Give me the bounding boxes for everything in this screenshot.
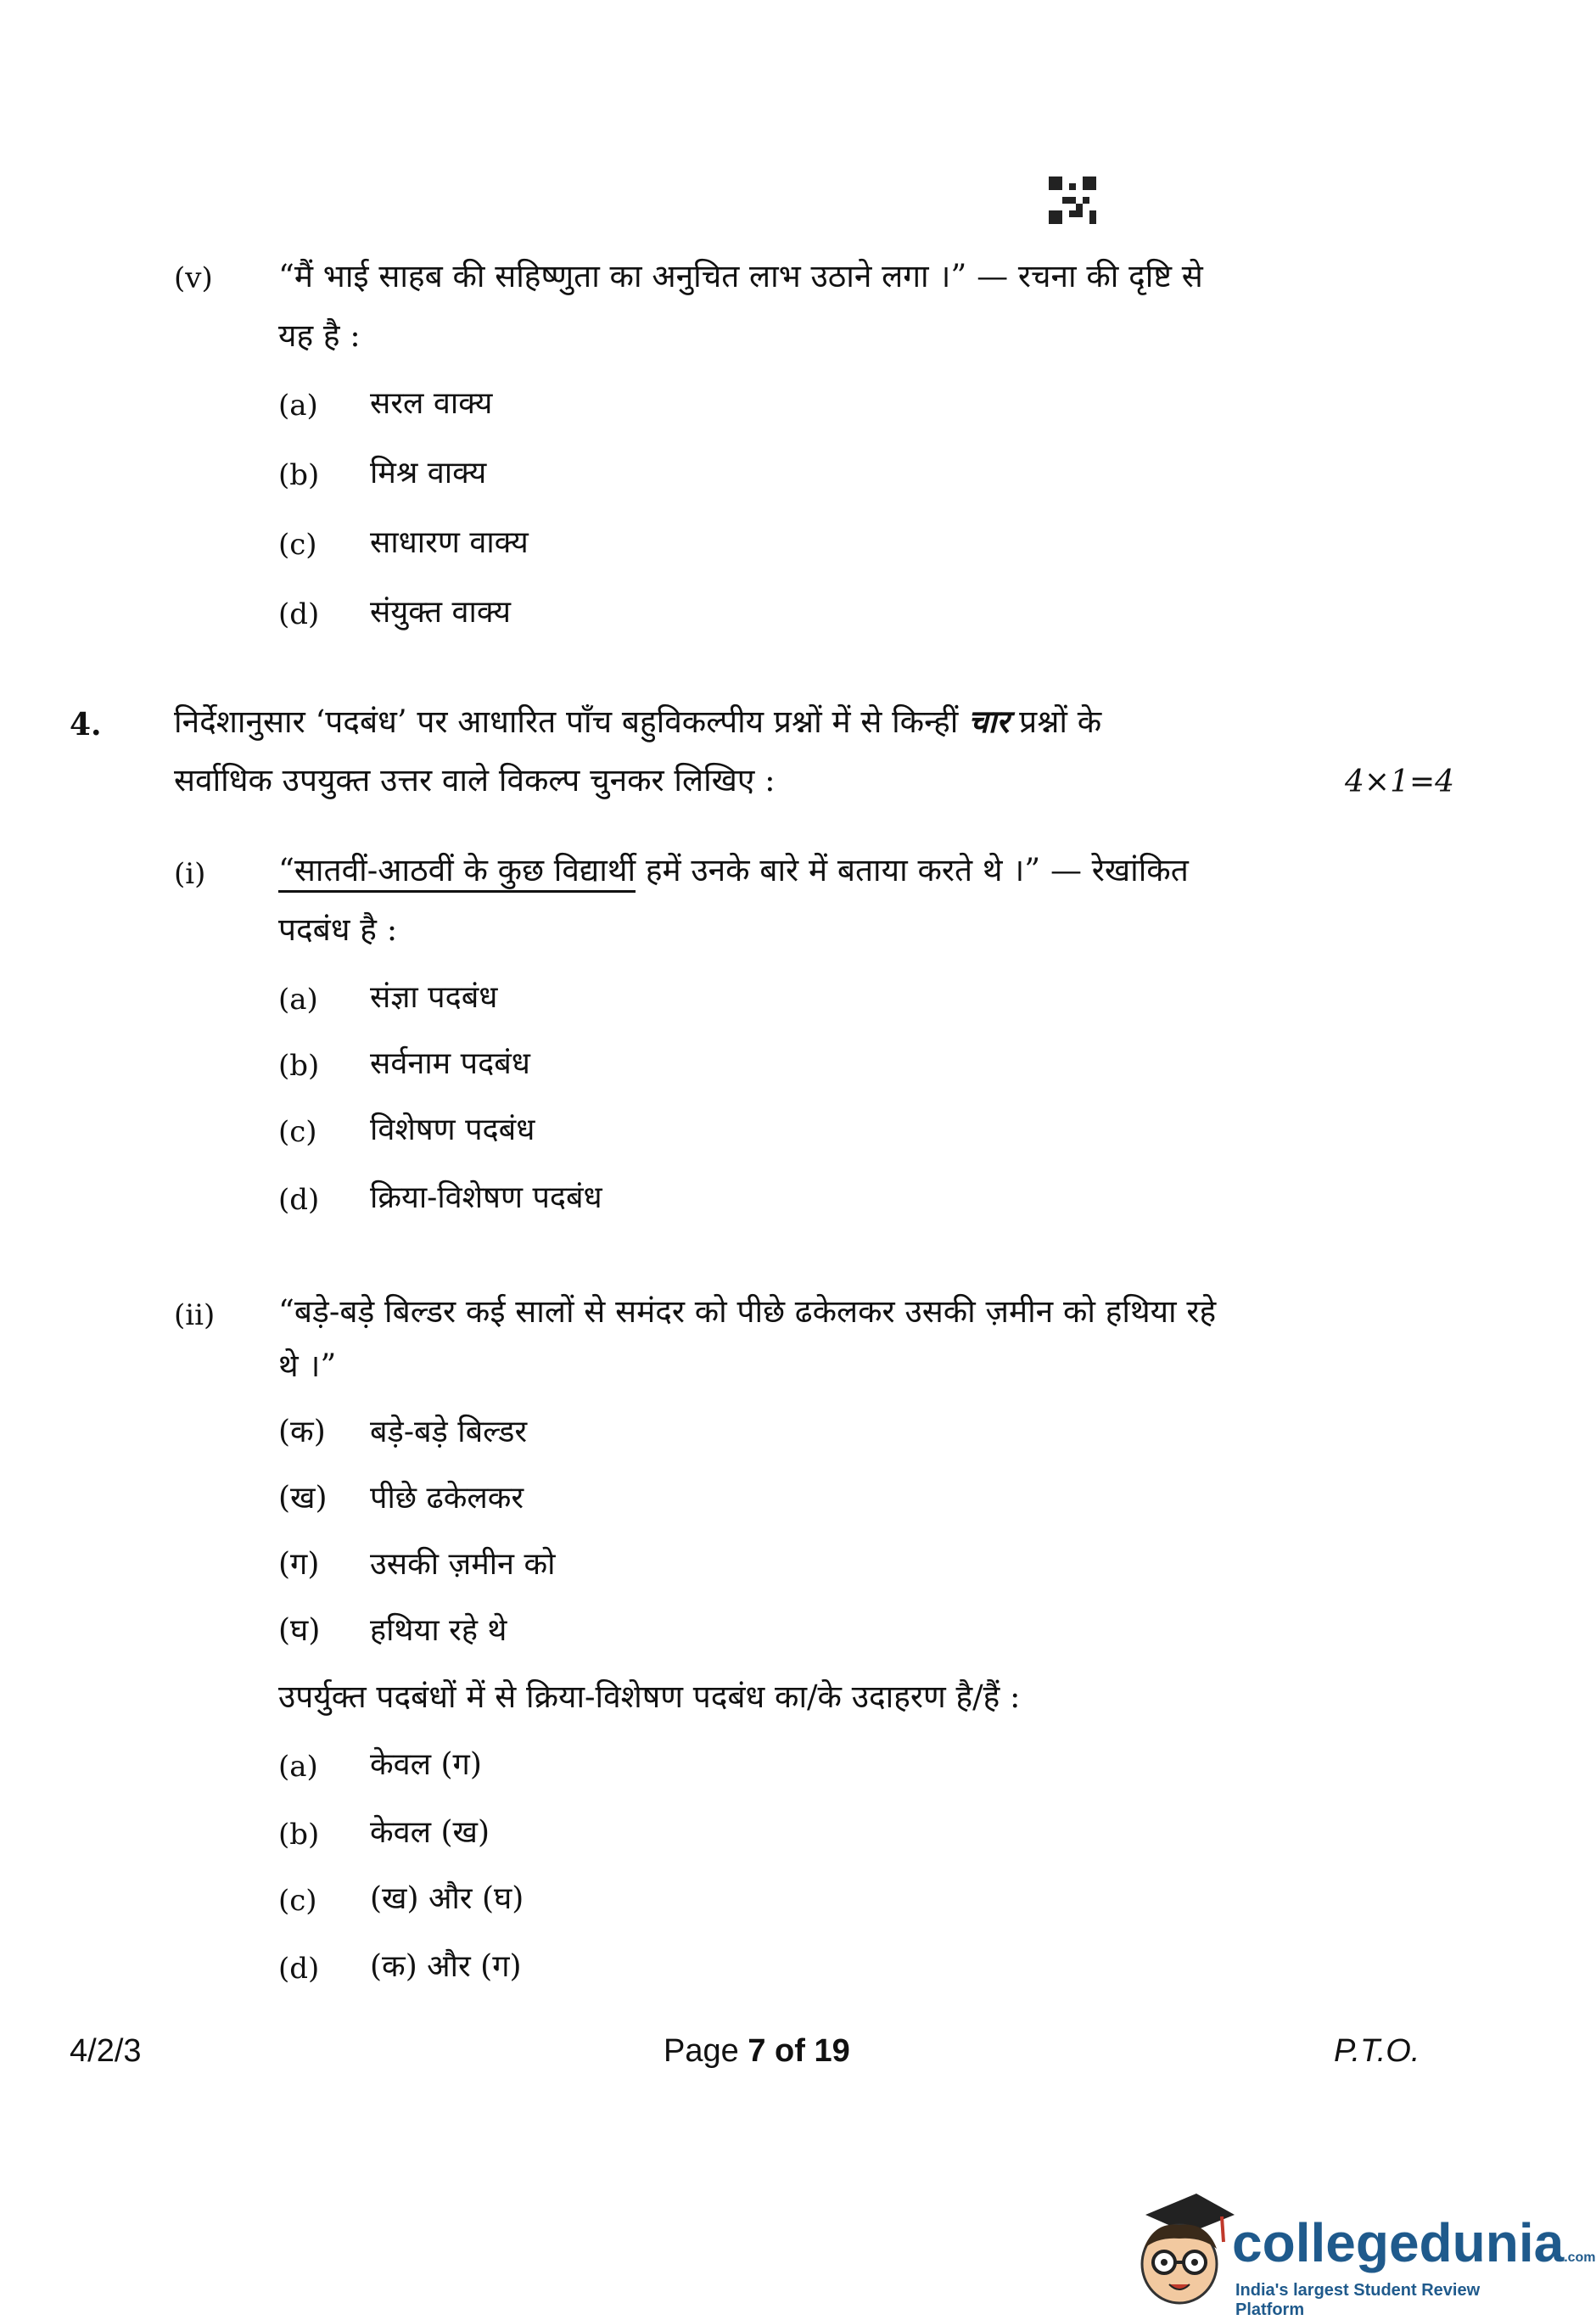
question-instruction-cont: सर्वाधिक उपयुक्त उत्तर वाले विकल्प चुनकर लिखिए :: [174, 762, 776, 799]
option-text: सर्वनाम पदबंध: [370, 1046, 530, 1081]
option-label: (d): [278, 1952, 320, 1986]
paper-code: 4/2/3: [70, 2033, 142, 2069]
question-number: 4.: [70, 707, 102, 743]
option-text: (क) और (ग): [370, 1949, 522, 1984]
question-text-cont: थे ।”: [278, 1348, 337, 1384]
option-text: केवल (ग): [370, 1747, 482, 1782]
option-text: मिश्र वाक्य: [370, 456, 487, 490]
brand-logo: collegedunia.com: [1232, 2212, 1596, 2273]
question-text: “बड़े-बड़े बिल्डर कई सालों से समंदर को पीछे ढकेलकर उसकी ज़मीन को हथिया रहे: [278, 1293, 1217, 1330]
phrase-text: बड़े-बड़े बिल्डर: [370, 1415, 528, 1449]
option-label: (c): [278, 528, 317, 562]
brand-tagline: India's largest Student Review Platform: [1235, 2281, 1481, 2319]
marks-allocation: 4×1=4: [1345, 765, 1455, 799]
option-text: साधारण वाक्य: [370, 525, 529, 560]
option-label: (b): [278, 458, 320, 492]
option-text: संज्ञा पदबंध: [370, 980, 498, 1015]
mascot-logo-icon: [1128, 2189, 1239, 2308]
question-text-cont: पदबंध है :: [278, 911, 398, 948]
option-label: (a): [278, 983, 318, 1017]
question-text: “सातवीं-आठवीं के कुछ विद्यार्थी हमें उनके बारे में बताया करते थे ।” — रेखांकित: [278, 850, 1189, 891]
sub-question: उपर्युक्त पदबंधों में से क्रिया-विशेषण पदबंध का/के उदाहरण है/हैं :: [278, 1678, 1021, 1715]
question-text: “मैं भाई साहब की सहिष्णुता का अनुचित लाभ उठाने लगा ।” — रचना की दृष्टि से: [278, 258, 1203, 294]
option-text: विशेषण पदबंध: [370, 1112, 535, 1147]
page-number: Page 7 of 19: [664, 2033, 850, 2069]
option-text: सरल वाक्य: [370, 386, 493, 421]
option-text: संयुक्त वाक्य: [370, 595, 511, 630]
option-text: क्रिया-विशेषण पदबंध: [370, 1180, 602, 1215]
question-number: (v): [174, 261, 213, 295]
phrase-text: पीछे ढकेलकर: [370, 1481, 524, 1516]
option-label: (a): [278, 389, 318, 423]
option-label: (b): [278, 1049, 320, 1083]
pto-label: P.T.O.: [1334, 2033, 1420, 2069]
option-label: (d): [278, 1183, 320, 1217]
option-label: (a): [278, 1750, 318, 1784]
question-number: (i): [174, 857, 206, 891]
question-text-cont: यह है :: [278, 317, 361, 354]
phrase-label: (क): [278, 1415, 326, 1449]
phrase-text: उसकी ज़मीन को: [370, 1547, 556, 1582]
option-text: केवल (ख): [370, 1815, 490, 1850]
qr-code-icon: [1049, 177, 1096, 224]
option-label: (b): [278, 1818, 320, 1852]
phrase-label: (ग): [278, 1547, 320, 1582]
option-label: (c): [278, 1884, 317, 1918]
phrase-label: (ख): [278, 1481, 328, 1516]
option-label: (d): [278, 597, 320, 631]
phrase-text: हथिया रहे थे: [370, 1613, 507, 1648]
question-number: (ii): [174, 1298, 216, 1332]
option-label: (c): [278, 1115, 317, 1149]
phrase-label: (घ): [278, 1613, 321, 1648]
underlined-phrase: “सातवीं-आठवीं के कुछ विद्यार्थी: [278, 852, 636, 893]
option-text: (ख) और (घ): [370, 1881, 524, 1916]
question-instruction: निर्देशानुसार ‘पदबंध’ पर आधारित पाँच बहुविकल्पीय प्रश्नों में से किन्हीं चार प्रश्नों के: [174, 703, 1102, 740]
